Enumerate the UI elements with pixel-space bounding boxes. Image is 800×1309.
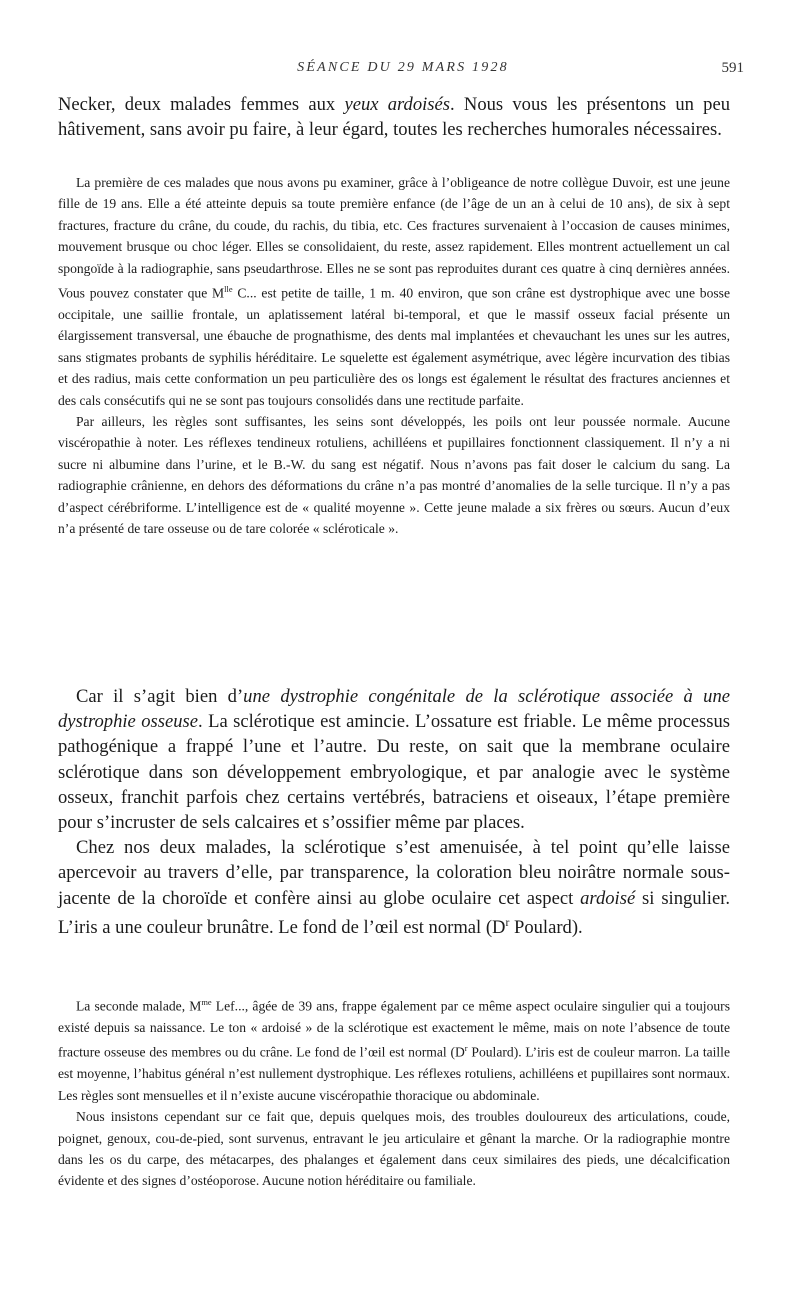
- superscript: lle: [224, 284, 233, 295]
- italic-phrase: yeux ardoisés: [344, 94, 451, 115]
- text-run: si singulier. L’iris a une couleur brunâtre. Le fond de l’œil est normal (D: [58, 887, 731, 939]
- text-run: Necker, deux malades femmes aux: [58, 94, 345, 115]
- text-run: Nous insistons cependant sur ce fait que, depuis quelques mois, des troubles douloureux des articulations, coude, poignet, genoux, cou-de-pied, sont survenus, entravant le jeu articulaire et gênant la marche. Or la radiographie montre dans les os du carpe, des métacarpes, des phalanges et également dans ceux similaires des pieds, une décalcification évidente et des signes d’ostéoporose. Aucune notion héréditaire ou familiale.: [58, 1109, 730, 1189]
- superscript: r: [464, 1043, 468, 1054]
- text-run: . La sclérotique est amincie. L’ossature est friable. Le même processus pathogénique a frappé l’une et l’autre. Du reste, on sait que la membrane oculaire sclérotique dans son développement embryologique, et par analogie avec le système osseux, franchit parfois chez certains vertébrés, batraciens et oiseaux, l’étape première pour s’incruster de sels calcaires et s’ossifier même par places.: [58, 711, 731, 834]
- superscript: me: [201, 997, 212, 1007]
- paragraph-intro: [58, 92, 730, 142]
- text-run: C... est petite de taille, 1 m. 40 environ, que son crâne est dystrophique avec une bosse occipitale, une saillie frontale, un aplatissement latéral bi-temporal, et que le massif osseux facial présente un élargissement transversal, une ébauche de prognathisme, des dents mal implantées et chevauchant les unes sur les autres, sans stigmates probants de syphilis héréditaire. Le squelette est également asymétrique, avec légère incurvation des tibias et des radius, mais cette conformation un peu particulière des os longs est également le résultat des fractures anciennes et des cals consécutifs qui ne se sont pas toujours consolidés dans une rectitude parfaite.: [58, 285, 731, 408]
- text-run: La première de ces malades que nous avons pu examiner, grâce à l’obligeance de notre collègue Duvoir, est une jeune fille de 19 ans. Elle a été atteinte depuis sa toute première enfance (de l’âge de un an à celui de 10 ans), de six à sept fractures, fracture du crâne, du coude, du rachis, du tibia, etc. Ces fractures survenaient à l’occasion de causes minimes, mouvement brusque ou choc léger. Elles se consolidaient, du reste, assez rapidement. Elles montrent actuellement un cal spongoïde à la radiographie, sans pseudarthrose. Elles ne se sont pas reproduites durant ces quatre à cinq dernières années. Vous pouvez constater que M: [58, 175, 730, 301]
- text-run: . Nous vous les présentons un peu hâtivement, sans avoir pu faire, à leur égard, toutes les recherches humorales nécessaires.: [58, 94, 731, 141]
- text-block-discussion: [58, 684, 730, 940]
- italic-phrase: une dystrophie congénitale de la sclérotique associée à une dystrophie osseuse: [58, 686, 730, 733]
- text-block-second-case: [58, 992, 730, 1192]
- paragraph-first-case: [58, 172, 730, 411]
- running-head: [62, 60, 744, 84]
- paragraph-second-case: [58, 992, 730, 1106]
- text-run: Lef..., âgée de 39 ans, frappe également par ce même aspect oculaire singulier qui a toujours existé depuis sa naissance. Le ton « ardoisé » de la sclérotique est exactement le même, mais on note l’absence de toute fracture osseuse des membres ou du crâne. Le fond de l’œil est normal (D: [58, 998, 730, 1060]
- page-number: 591: [721, 60, 744, 76]
- text-run: Par ailleurs, les règles sont suffisantes, les seins sont développés, les poils ont leur poussée normale. Aucune viscéropathie à noter. Les réflexes tendineux rotuliens, achilléens et pupillaires fonctionnent classiquement. Il n’y a ni sucre ni albumine dans l’urine, et le B.-W. du sang est négatif. Nous n’avons pas fait doser le calcium du sang. La radiographie crânienne, en dehors des déformations du crâne n’a pas montré d’anomalies de la selle turcique. Il n’y a pas d’aspect cérébriforme. L’intelligence est de « qualité moyenne ». Cette jeune malade a six frères ou sœurs. Aucun d’eux n’a présenté de tare osseuse ou de tare colorée « scléroticale ».: [58, 414, 730, 537]
- superscript: r: [505, 916, 510, 929]
- paragraph-dystrophy: [58, 684, 730, 835]
- paragraph-first-case-exam: [58, 411, 730, 539]
- paragraph-second-case-joints: [58, 1106, 730, 1192]
- text-run: Chez nos deux malades, la sclérotique s’est amenuisée, à tel point qu’elle laisse apercevoir au travers d’elle, par transparence, la coloration bleu noirâtre normale sous-jacente de la choroïde et confère ainsi au globe oculaire cet aspect: [58, 837, 730, 909]
- text-run: Car il s’agit bien d’: [76, 686, 244, 707]
- text-block-intro: [58, 92, 730, 142]
- text-run: Poulard). L’iris est de couleur marron. La taille est moyenne, l’habitus général n’est nullement dystrophique. Les réflexes rotuliens, achilléens et pupillaires sont normaux. Les règles sont mensuelles et il n’existe aucune viscéropathie thoracique ou abdominale.: [58, 1044, 730, 1103]
- text-run: Poulard).: [509, 917, 583, 939]
- paragraph-sclera: [58, 835, 730, 940]
- running-title: SÉANCE DU 29 MARS 1928: [297, 60, 509, 75]
- italic-phrase: ardoisé: [580, 887, 636, 909]
- text-block-first-case: [58, 172, 730, 539]
- text-run: La seconde malade, M: [76, 998, 202, 1014]
